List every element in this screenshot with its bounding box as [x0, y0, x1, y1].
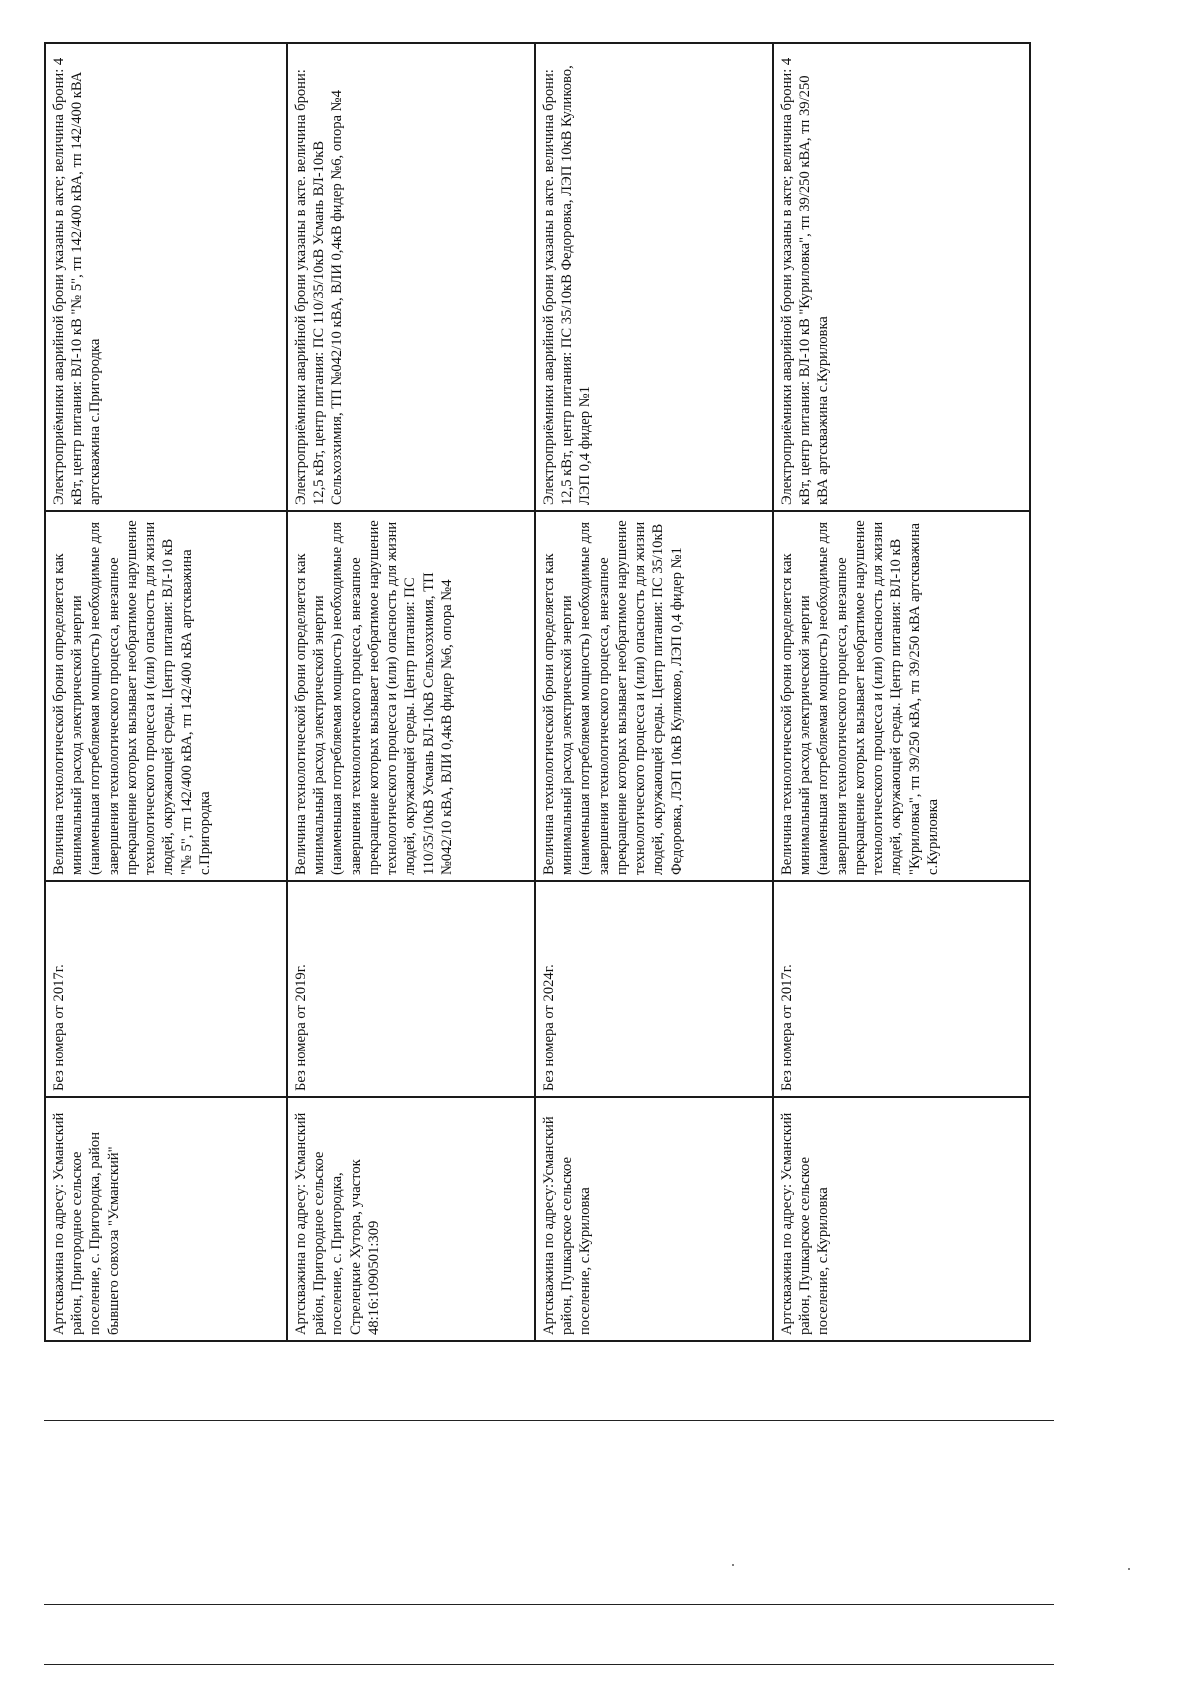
- emergency-reserve-cell: Электроприёмники аварийной брони указаны в акте; величина брони: 4 кВт, центр питания: ВЛ-10 кВ "№ 5", тп 142/400 кВА, тп 142/400 кВА артскважина с.Пригородка: [45, 43, 287, 511]
- horizontal-rule: [44, 1420, 1054, 1421]
- table-row: [287, 43, 535, 1341]
- table-row: [45, 43, 287, 1341]
- technological-reserve-cell: Величина технологической брони определяется как минимальный расход электрической энергии (наименьшая потребляемая мощность) необходимые для завершения технологического процесса, внезапное прекращение которых вызывает необратимое нарушение технологического процесса и (или) опасность для жизни людей, окружающей среды. Центр питания: ВЛ-10 кВ "№ 5", тп 142/400 кВА, тп 142/400 кВА артскважина с.Пригородка: [45, 511, 287, 881]
- rotated-page-content: [44, 44, 1029, 1342]
- technological-reserve-cell: Величина технологической брони определяется как минимальный расход электрической энергии (наименьшая потребляемая мощность) необходимые для завершения технологического процесса, внезапное прекращение которых вызывает необратимое нарушение технологического процесса и (или) опасность для жизни людей, окружающей среды. Центр питания: ПС 110/35/10кВ Усмань ВЛ-10кВ Сельхозхимия, ТП №042/10 кВА, ВЛИ 0,4кВ фидер №6, опора №4: [287, 511, 535, 881]
- power-reserve-table: [44, 42, 1031, 1342]
- technological-reserve-cell: Величина технологической брони определяется как минимальный расход электрической энергии (наименьшая потребляемая мощность) необходимые для завершения технологического процесса, внезапное прекращение которых вызывает необратимое нарушение технологического процесса и (или) опасность для жизни людей, окружающей среды. Центр питания: ПС 35/10кВ Федоровка, ЛЭП 10кВ Куликово, ЛЭП 0,4 фидер №1: [535, 511, 773, 881]
- emergency-reserve-cell: Электроприёмники аварийной брони указаны в акте. величина брони: 12,5 кВт, центр питания: ПС 110/35/10кВ Усмань ВЛ-10кВ Сельхозхимия, ТП №042/10 кВА, ВЛИ 0,4кВ фидер №6, опора №4: [287, 43, 535, 511]
- object-cell: Артскважина по адресу:Усманский район, Пушкарское сельское поселение, с.Куриловка: [535, 1097, 773, 1341]
- act-cell: Без номера от 2024г.: [535, 881, 773, 1097]
- object-cell: Артскважина по адресу: Усманский район, Пригородное сельское поселение, с. Пригородка, Стрелецкие Хутора, участок 48:16:1090501:309: [287, 1097, 535, 1341]
- object-cell: Артскважина по адресу: Усманский район, Пригородное сельское поселение, с. Пригородка, район бывшего совхоза "Усманский": [45, 1097, 287, 1341]
- scan-speck: [732, 1564, 734, 1566]
- technological-reserve-cell: Величина технологической брони определяется как минимальный расход электрической энергии (наименьшая потребляемая мощность) необходимые для завершения технологического процесса, внезапное прекращение которых вызывает необратимое нарушение технологического процесса и (или) опасность для жизни людей, окружающей среды. Центр питания: ВЛ-10 кВ "Куриловка", тп 39/250 кВА, тп 39/250 кВА артскважина с.Куриловка: [773, 511, 1030, 881]
- object-cell: Артскважина по адресу: Усманский район, Пушкарское сельское поселение, с.Куриловка: [773, 1097, 1030, 1341]
- table-row: [773, 43, 1030, 1341]
- scan-speck: [1128, 1568, 1130, 1570]
- act-cell: Без номера от 2019г.: [287, 881, 535, 1097]
- horizontal-rule: [44, 1664, 1054, 1665]
- act-cell: Без номера от 2017г.: [45, 881, 287, 1097]
- horizontal-rule: [44, 1604, 1054, 1605]
- emergency-reserve-cell: Электроприёмники аварийной брони указаны в акте; величина брони: 4 кВт, центр питания: ВЛ-10 кВ "Куриловка", тп 39/250 кВА, тп 39/250 кВА артскважина с.Куриловка: [773, 43, 1030, 511]
- emergency-reserve-cell: Электроприёмники аварийной брони указаны в акте. величина брони: 12,5 кВт, центр питания: ПС 35/10кВ Федоровка, ЛЭП 10кВ Куликово, ЛЭП 0,4 фидер №1: [535, 43, 773, 511]
- act-cell: Без номера от 2017г.: [773, 881, 1030, 1097]
- table-row: [535, 43, 773, 1341]
